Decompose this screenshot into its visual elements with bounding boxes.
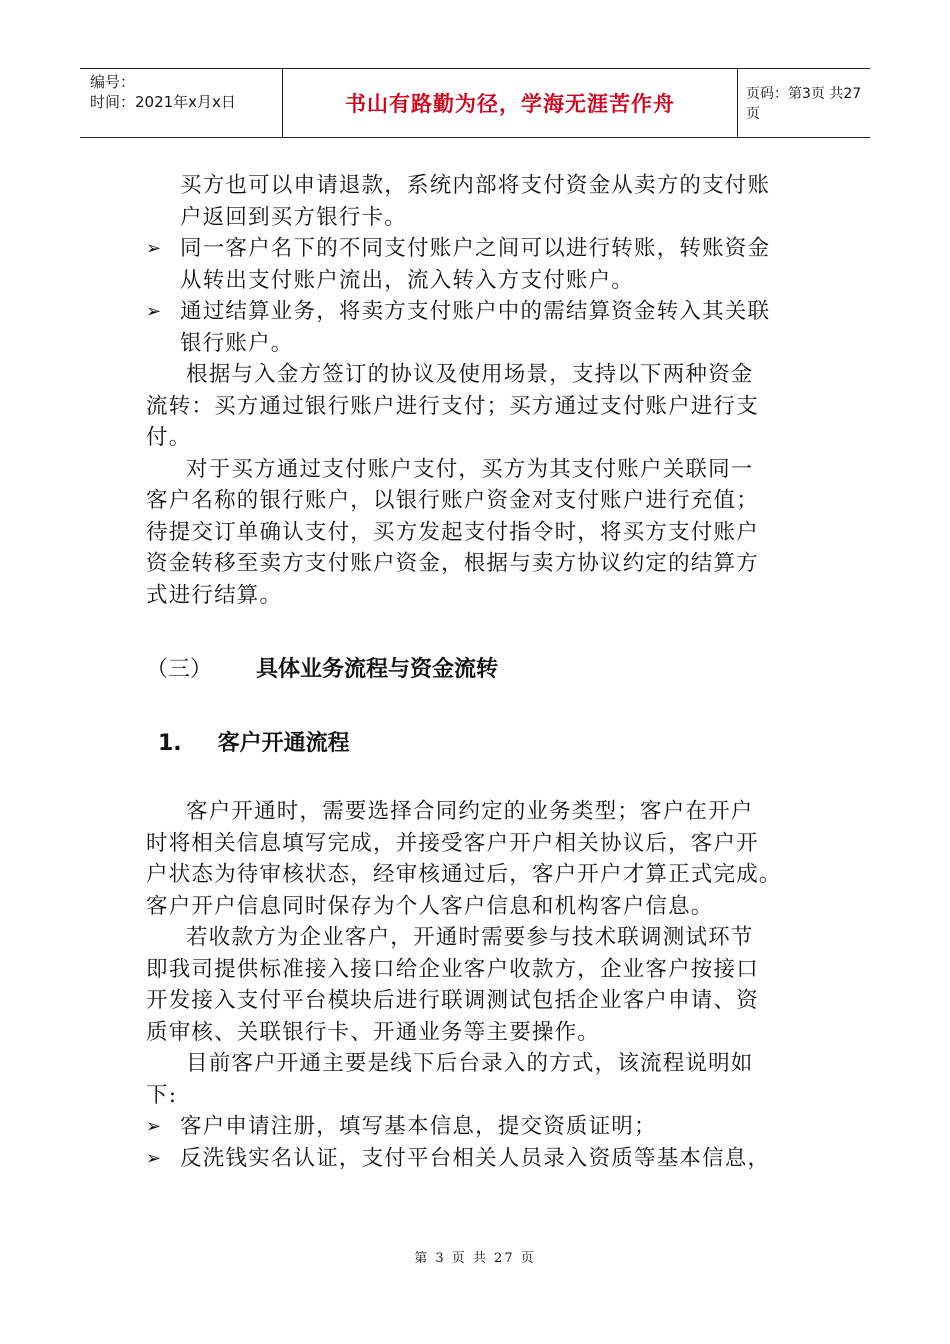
list-item xyxy=(146,233,826,296)
page-footer: 第 3 页 共 27 页 xyxy=(414,1251,536,1266)
list-item xyxy=(146,1111,826,1143)
list-item-line: 同一客户名下的不同支付账户之间可以进行转账，转账资金 xyxy=(180,236,771,261)
section-heading xyxy=(146,652,498,683)
paragraph-line: 开发接入支付平台模块后进行联调测试包括企业客户申请、资 xyxy=(146,988,759,1013)
arrow-bullet-icon: ➢ xyxy=(146,1147,162,1169)
paragraph-line: 流转：买方通过银行账户进行支付；买方通过支付账户进行支 xyxy=(146,393,759,419)
paragraph-line: 付。 xyxy=(146,425,192,450)
paragraph-line: 目前客户开通主要是线下后台录入的方式，该流程说明如 xyxy=(186,1051,754,1076)
list-item-line: 银行账户。 xyxy=(180,330,294,356)
header-page-label: 页码：第3页 共27页 xyxy=(746,86,862,122)
paragraph-line: 式进行结算。 xyxy=(146,582,283,608)
paragraph-line: 对于买方通过支付账户支付，买方为其支付账户关联同一 xyxy=(186,456,754,482)
arrow-bullet-icon: ➢ xyxy=(146,1116,162,1137)
paragraph-line: 户返回到买方银行卡。 xyxy=(180,204,408,230)
paragraph-line: 客户开通时，需要选择合同约定的业务类型；客户在开户 xyxy=(186,799,754,824)
paragraph-line: 下: xyxy=(146,1082,178,1108)
subsection-title-text: 客户开通流程 xyxy=(217,731,350,756)
paragraph-line: 资金转移至卖方支付账户资金，根据与卖方协议约定的结算方 xyxy=(146,551,759,576)
header-page-cell xyxy=(738,69,870,137)
paragraph-line: 待提交订单确认支付，买方发起支付指令时，将买方支付账户 xyxy=(146,519,759,545)
header-motto-cell xyxy=(282,69,738,137)
body-block-1 xyxy=(146,170,826,611)
paragraph-line: 质审核、关联银行卡、开通业务等主要操作。 xyxy=(146,1019,601,1045)
page-header xyxy=(80,68,870,138)
list-item-line: 通过结算业务，将卖方支付账户中的需结算资金转入其关联 xyxy=(180,299,771,324)
list-item xyxy=(146,296,826,359)
paragraph-line: 客户开户信息同时保存为个人客户信息和机构客户信息。 xyxy=(146,893,714,919)
header-motto: 书山有路勤为径，学海无涯苦作舟 xyxy=(345,92,675,116)
paragraph-line: 户状态为待审核状态，经审核通过后，客户开户才算正式完成。 xyxy=(146,862,782,887)
list-item-line: 反洗钱实名认证，支付平台相关人员录入资质等基本信息， xyxy=(180,1145,771,1171)
list-item-line: 客户申请注册，填写基本信息，提交资质证明； xyxy=(180,1114,657,1139)
doc-code-label: 编号： xyxy=(90,73,136,91)
subsection-heading xyxy=(158,726,350,757)
arrow-bullet-icon: ➢ xyxy=(146,238,162,259)
doc-time-label: 时间：2021年x月x日 xyxy=(90,93,236,111)
paragraph-line: 客户名称的银行账户，以银行账户资金对支付账户进行充值； xyxy=(146,488,759,513)
paragraph-line: 根据与入金方签订的协议及使用场景，支持以下两种资金 xyxy=(186,362,754,387)
section-title-text: 具体业务流程与资金流转 xyxy=(256,657,499,682)
subsection-number: 1. xyxy=(158,731,182,756)
header-meta xyxy=(80,69,282,137)
section-number: （三） xyxy=(146,657,213,682)
paragraph-line: 时将相关信息填写完成，并接受客户开户相关协议后，客户开 xyxy=(146,830,759,856)
list-item xyxy=(146,1143,826,1175)
list-item-line: 从转出支付账户流出，流入转入方支付账户。 xyxy=(180,267,635,293)
paragraph-line: 买方也可以申请退款，系统内部将支付资金从卖方的支付账 xyxy=(180,173,771,198)
paragraph-line: 即我司提供标准接入接口给企业客户收款方，企业客户按接口 xyxy=(146,956,759,982)
body-block-2 xyxy=(146,796,826,1174)
paragraph-line: 若收款方为企业客户，开通时需要参与技术联调测试环节 xyxy=(186,925,754,950)
arrow-bullet-icon: ➢ xyxy=(146,301,162,322)
